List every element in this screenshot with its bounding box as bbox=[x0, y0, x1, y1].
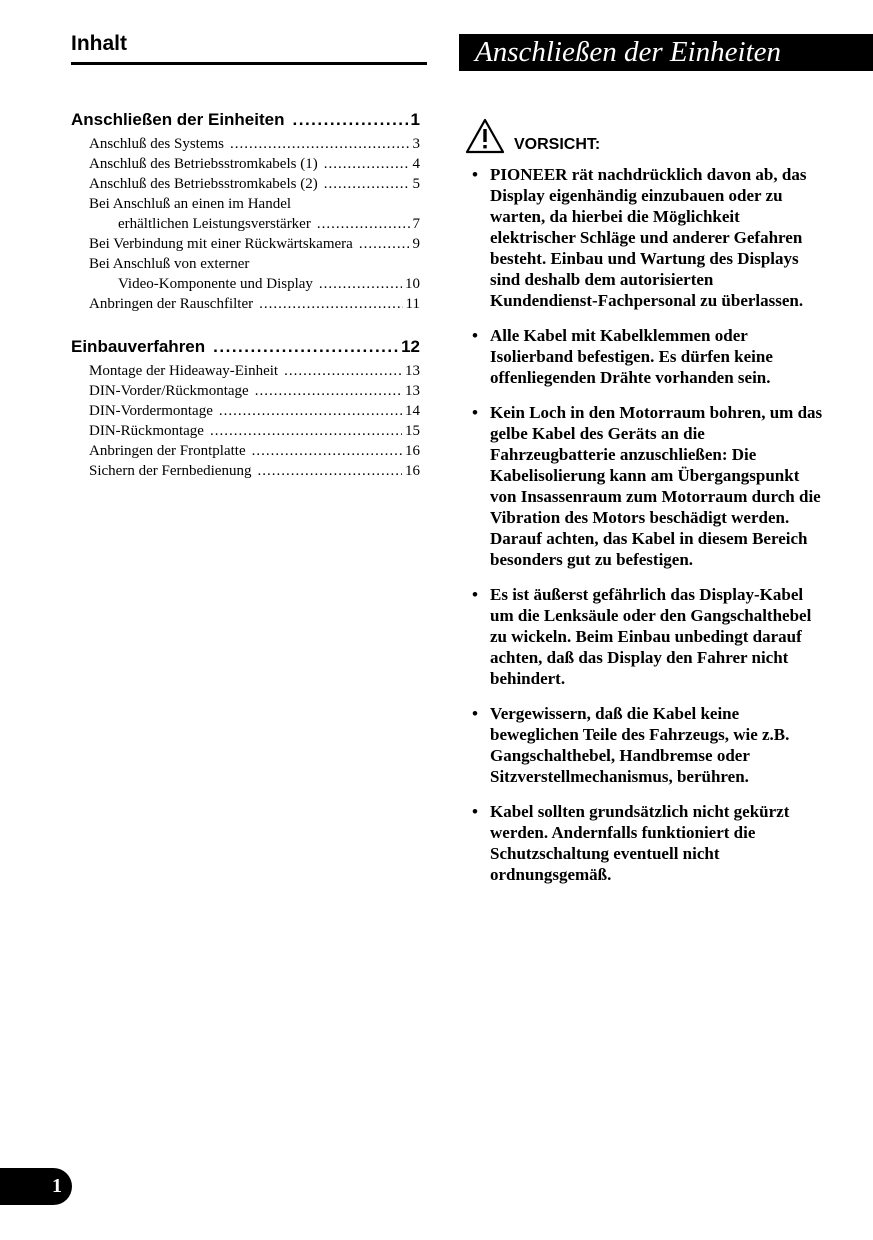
toc-item-page: 4 bbox=[412, 156, 420, 172]
toc-item[interactable] bbox=[71, 441, 420, 461]
toc-leader bbox=[293, 109, 408, 131]
toc-item-text: Anschluß des Systems bbox=[89, 136, 224, 152]
toc-heading[interactable] bbox=[71, 336, 420, 358]
toc-leader bbox=[230, 134, 410, 154]
toc-leader bbox=[259, 294, 402, 314]
toc-item[interactable] bbox=[71, 274, 420, 294]
toc-item[interactable] bbox=[71, 381, 420, 401]
toc-item-text: Video-Komponente und Display bbox=[118, 276, 313, 292]
toc-heading-text: Anschließen der Einheiten bbox=[71, 110, 285, 129]
toc-item-page: 16 bbox=[405, 443, 420, 459]
list-item-text: Es ist äußerst gefährlich das Display-Kabel um die Lenksäule oder den Gangschalthebel zu wickeln. Beim Einbau unbedingt darauf achten, daß das Display den Fahrer nicht behindert. bbox=[490, 585, 812, 688]
bullet-icon: • bbox=[472, 802, 478, 821]
toc-item[interactable] bbox=[71, 174, 420, 194]
list-item-text: Kabel sollten grundsätzlich nicht gekürzt werden. Andernfalls funktioniert die Schutzschaltung eventuell nicht ordnungsgemäß. bbox=[490, 802, 790, 884]
toc-item[interactable] bbox=[71, 154, 420, 174]
table-of-contents bbox=[71, 30, 427, 481]
list-item bbox=[465, 703, 825, 787]
toc-item[interactable] bbox=[71, 401, 420, 421]
toc-item-page: 16 bbox=[405, 463, 420, 479]
toc-heading-text: Einbauverfahren bbox=[71, 337, 206, 356]
toc-item-text: Bei Anschluß an einen im Handel bbox=[89, 196, 292, 212]
list-item bbox=[465, 801, 825, 885]
toc-item-text: Bei Verbindung mit einer Rückwärtskamera bbox=[89, 236, 353, 252]
toc-leader bbox=[255, 381, 402, 401]
toc-item-page: 7 bbox=[412, 216, 420, 232]
toc-item-page: 13 bbox=[405, 383, 420, 399]
caution-list bbox=[465, 164, 825, 885]
toc-item[interactable] bbox=[71, 421, 420, 441]
toc-item-page: 11 bbox=[405, 296, 420, 312]
toc-item-text: erhältlichen Leistungsverstärker bbox=[118, 216, 311, 232]
toc-leader bbox=[319, 274, 402, 294]
toc-leader bbox=[213, 336, 398, 358]
toc-heading[interactable] bbox=[71, 109, 420, 131]
toc-item[interactable] bbox=[71, 234, 420, 254]
toc-item-page: 14 bbox=[405, 403, 420, 419]
list-item bbox=[465, 325, 825, 388]
caution-label: VORSICHT: bbox=[514, 136, 601, 153]
bullet-icon: • bbox=[472, 326, 478, 345]
toc-item-text: Anschluß des Betriebsstromkabels (2) bbox=[89, 176, 318, 192]
toc-item-text: Anbringen der Rauschfilter bbox=[89, 296, 254, 312]
toc-leader bbox=[359, 234, 410, 254]
toc-item-text: Anschluß des Betriebsstromkabels (1) bbox=[89, 156, 318, 172]
toc-item[interactable] bbox=[71, 254, 420, 274]
list-item-text: PIONEER rät nachdrücklich davon ab, das Display eigenhändig einzubauen oder zu warten, da hierbei die Möglichkeit elektrischer Schläge und anderer Gefahren besteht. Einbau und Wartung des Displays sind deshalb dem autorisierten Kundendienst-Fachpersonal zu überlassen. bbox=[490, 165, 807, 310]
list-item-text: Kein Loch in den Motorraum bohren, um das gelbe Kabel des Geräts an die Fahrzeugbatterie anzuschließen: Die Kabelisolierung kann am Übergangspunkt von Insassenraum zum Motorraum durch die Vibration des Motors beschädigt werden. Darauf achten, das Kabel in diesem Bereich besonders gut zu befestigen. bbox=[490, 403, 823, 569]
section-banner: Anschließen der Einheiten bbox=[459, 34, 873, 71]
toc-item[interactable] bbox=[71, 294, 420, 314]
toc-leader bbox=[210, 421, 402, 441]
bullet-icon: • bbox=[472, 585, 478, 604]
caution-header bbox=[465, 114, 825, 154]
list-item bbox=[465, 164, 825, 311]
toc-leader bbox=[257, 461, 402, 481]
toc-item-page: 15 bbox=[405, 423, 420, 439]
toc-item-text: Anbringen der Frontplatte bbox=[89, 443, 246, 459]
toc-leader bbox=[252, 441, 402, 461]
toc-item[interactable] bbox=[71, 361, 420, 381]
bullet-icon: • bbox=[472, 704, 478, 723]
toc-item-text: Montage der Hideaway-Einheit bbox=[89, 363, 279, 379]
toc-item-page: 10 bbox=[405, 276, 420, 292]
toc-leader bbox=[324, 174, 410, 194]
toc-item-text: DIN-Rückmontage bbox=[89, 423, 204, 439]
warning-triangle-icon bbox=[465, 118, 505, 154]
toc-section-anschliessen bbox=[71, 109, 427, 314]
toc-item[interactable] bbox=[71, 461, 420, 481]
toc-item[interactable] bbox=[71, 134, 420, 154]
toc-item-text: DIN-Vordermontage bbox=[89, 403, 213, 419]
toc-item-page: 5 bbox=[412, 176, 420, 192]
toc-item-text: Bei Anschluß von externer bbox=[89, 256, 250, 272]
toc-leader bbox=[324, 154, 410, 174]
toc-item[interactable] bbox=[71, 194, 420, 214]
toc-leader bbox=[219, 401, 402, 421]
bullet-icon: • bbox=[472, 165, 478, 184]
toc-heading-page: 12 bbox=[401, 337, 420, 356]
toc-item-page: 9 bbox=[412, 236, 420, 252]
toc-heading-page: 1 bbox=[410, 110, 420, 129]
toc-item-text: DIN-Vorder/Rückmontage bbox=[89, 383, 249, 399]
toc-title: Inhalt bbox=[71, 30, 427, 65]
toc-leader bbox=[284, 361, 402, 381]
toc-item-page: 3 bbox=[412, 136, 420, 152]
toc-leader bbox=[317, 214, 410, 234]
toc-item[interactable] bbox=[71, 214, 420, 234]
toc-section-einbauverfahren bbox=[71, 336, 427, 481]
toc-item-page: 13 bbox=[405, 363, 420, 379]
caution-block bbox=[465, 114, 825, 899]
toc-item-text: Sichern der Fernbedienung bbox=[89, 463, 252, 479]
list-item-text: Alle Kabel mit Kabelklemmen oder Isolierband befestigen. Es dürfen keine offenliegenden Drähte vorhanden sein. bbox=[490, 326, 773, 387]
bullet-icon: • bbox=[472, 403, 478, 422]
list-item bbox=[465, 584, 825, 689]
list-item bbox=[465, 402, 825, 570]
list-item-text: Vergewissern, daß die Kabel keine beweglichen Teile des Fahrzeugs, wie z.B. Gangschalthebel, Handbremse oder Sitzverstellmechanismus, berühren. bbox=[490, 704, 790, 786]
page-number: 1 bbox=[0, 1168, 72, 1205]
